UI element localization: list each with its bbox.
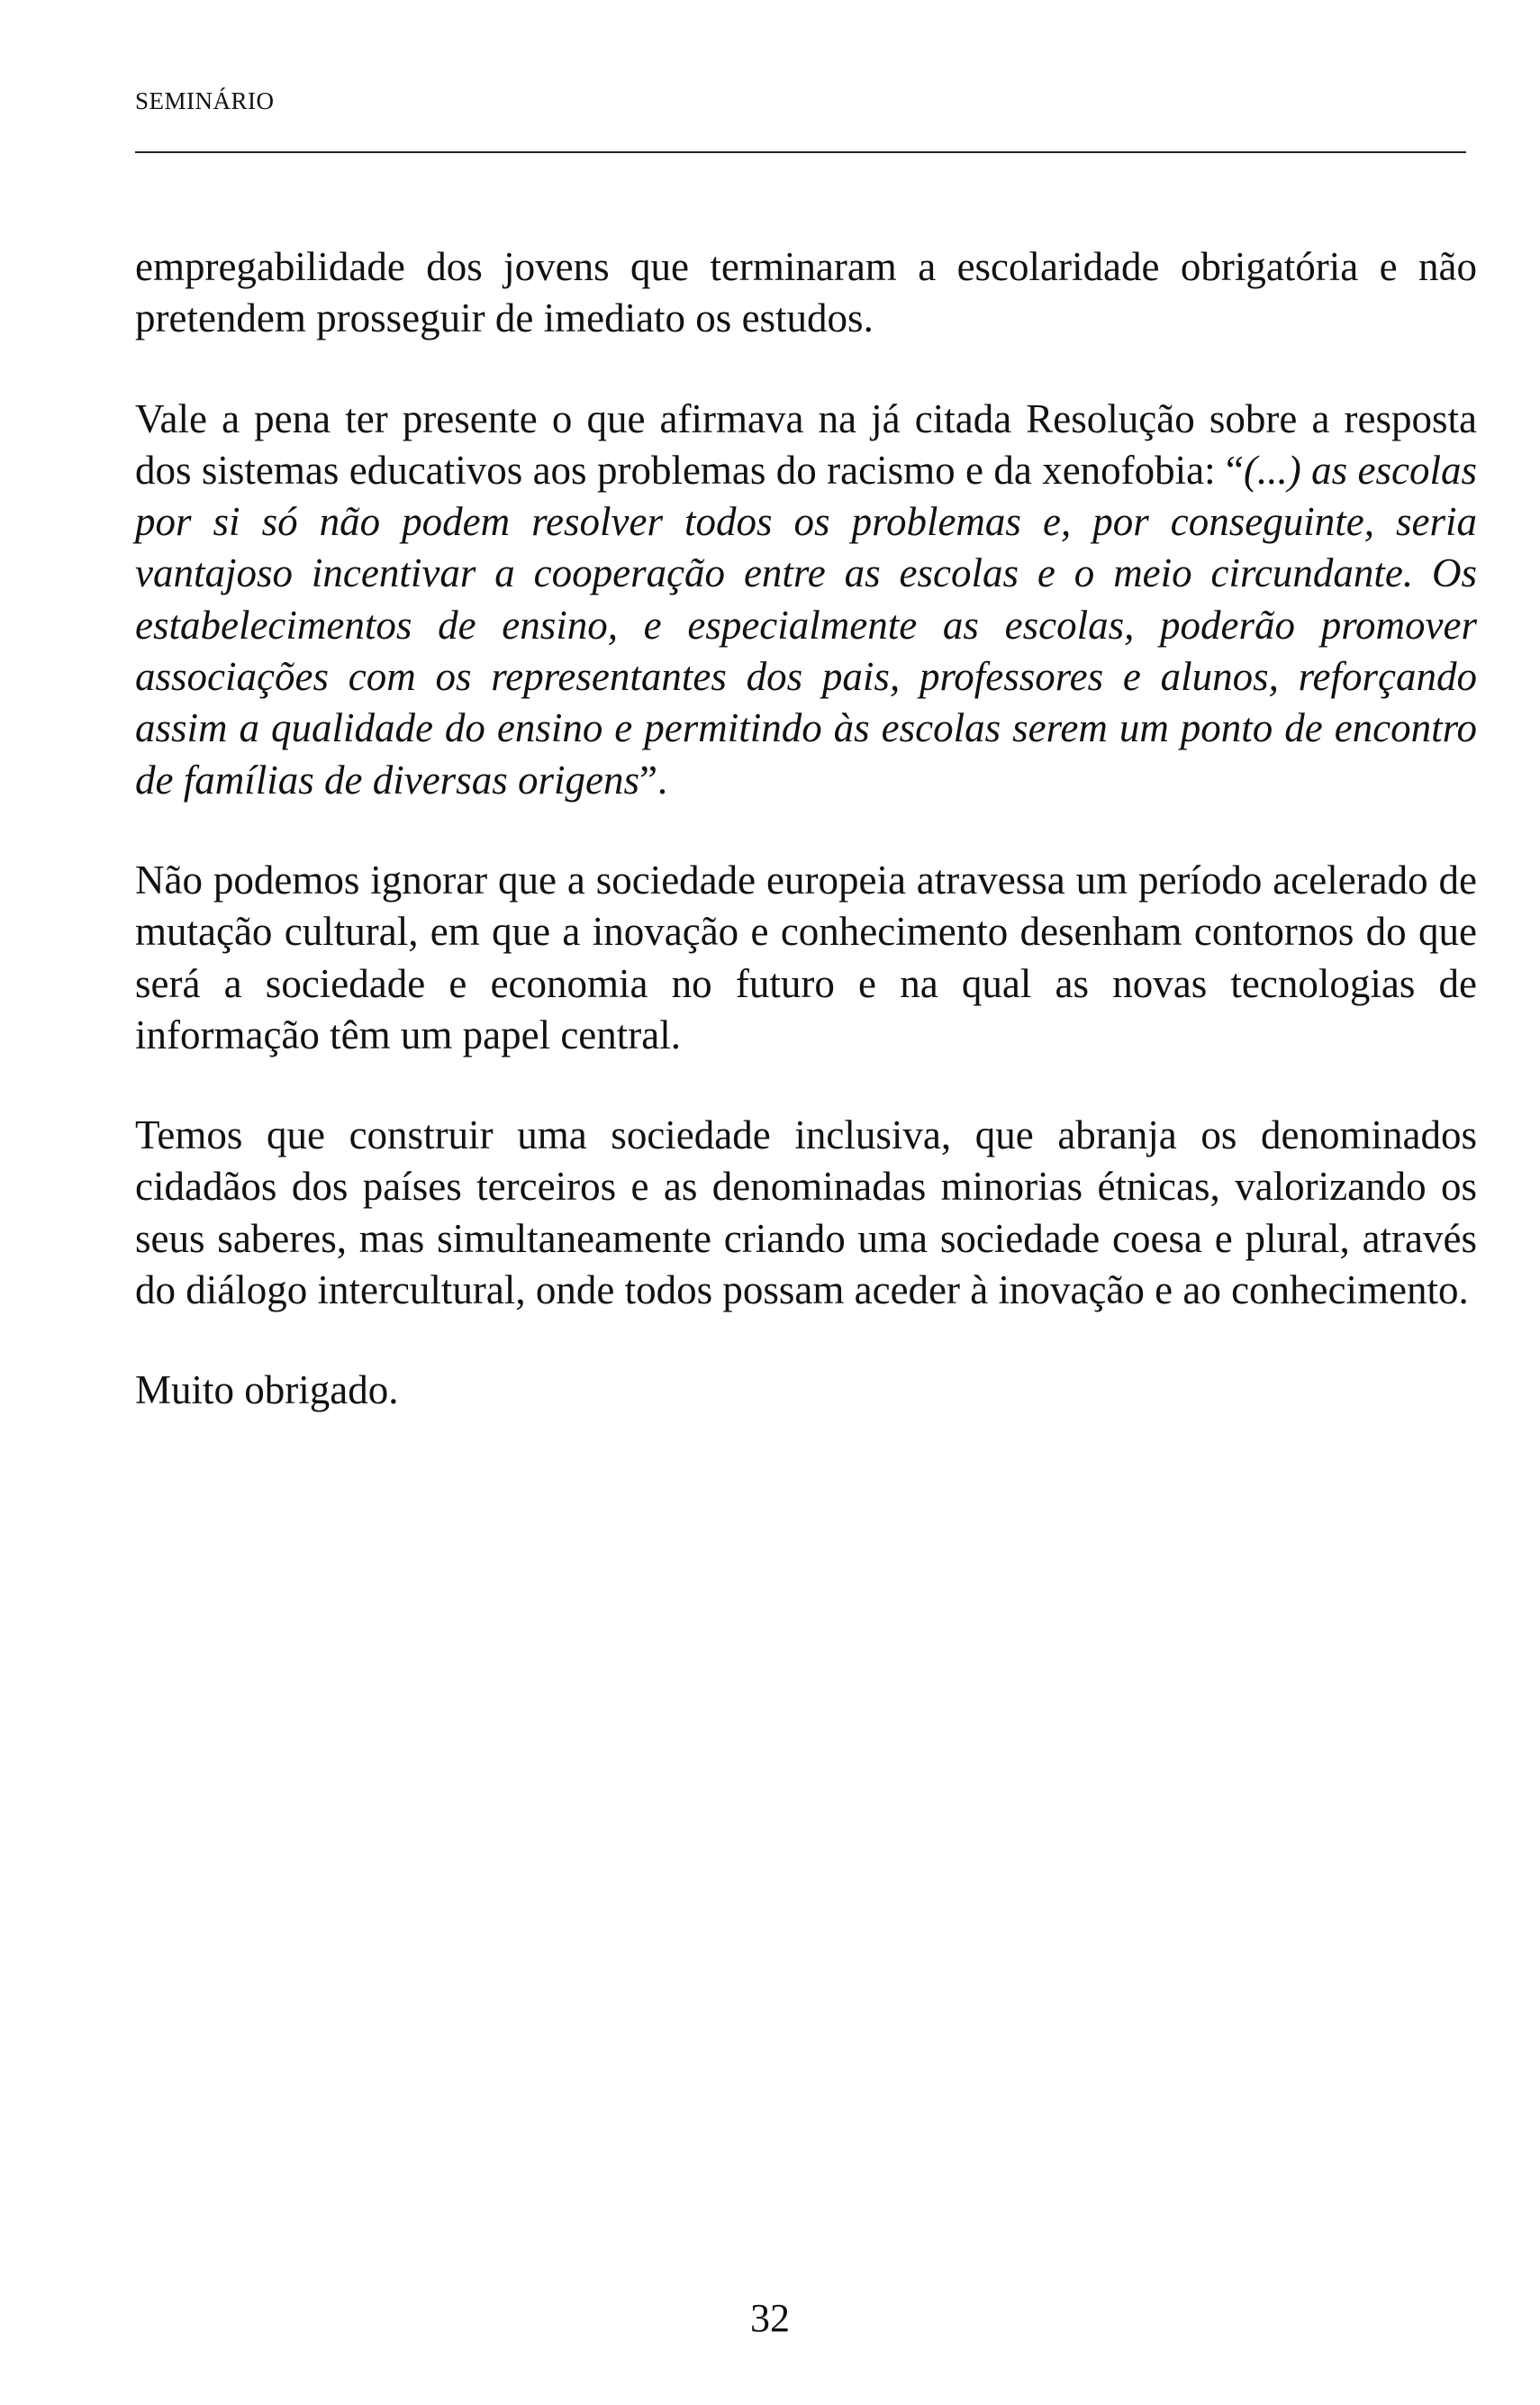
closing-line: Muito obrigado. [135,1367,399,1413]
running-head: SEMINÁRIO [135,87,275,114]
paragraph-2-close: ”. [639,757,668,803]
paragraph-2-intro: Vale a pena ter presente o que afirmava na já citada Resolução sobre a resposta dos sistemas educativos aos problemas do racismo e da xenofobia: “ [135,395,1477,493]
paragraph-3: Não podemos ignorar que a sociedade europeia atravessa um período acelerado de mutação cultural, em que a inovação e conhecimento desenham contornos do que será a sociedade e economia no futuro e na qual as novas tecnologias de informação têm um papel central. [135,857,1477,1057]
paragraph-1: empregabilidade dos jovens que terminaram a escolaridade obrigatória e não pretendem prosseguir de imediato os estudos. [135,244,1477,341]
paragraph-2-quote: (...) as escolas por si só não podem resolver todos os problemas e, por conseguinte, seria vantajoso incentivar a cooperação entre as escolas e o meio circundante. Os estabelecimentos de ensino, e especialmente as escolas, poderão promover associações com os representantes dos pais, professores e alunos, reforçando assim a qualidade do ensino e permitindo às escolas serem um ponto de encontro de famílias de diversas origens [135,447,1477,803]
header-rule [135,151,1466,153]
paragraph-2 [135,394,1477,806]
body-text [135,241,1477,1466]
paragraph-4: Temos que construir uma sociedade inclusiva, que abranja os denominados cidadãos dos países terceiros e as denominadas minorias étnicas, valorizando os seus saberes, mas simultaneamente criando uma sociedade coesa e plural, através do diálogo intercultural, onde todos possam aceder à inovação e ao conhecimento. [135,1112,1477,1313]
page-number: 32 [750,2296,790,2340]
